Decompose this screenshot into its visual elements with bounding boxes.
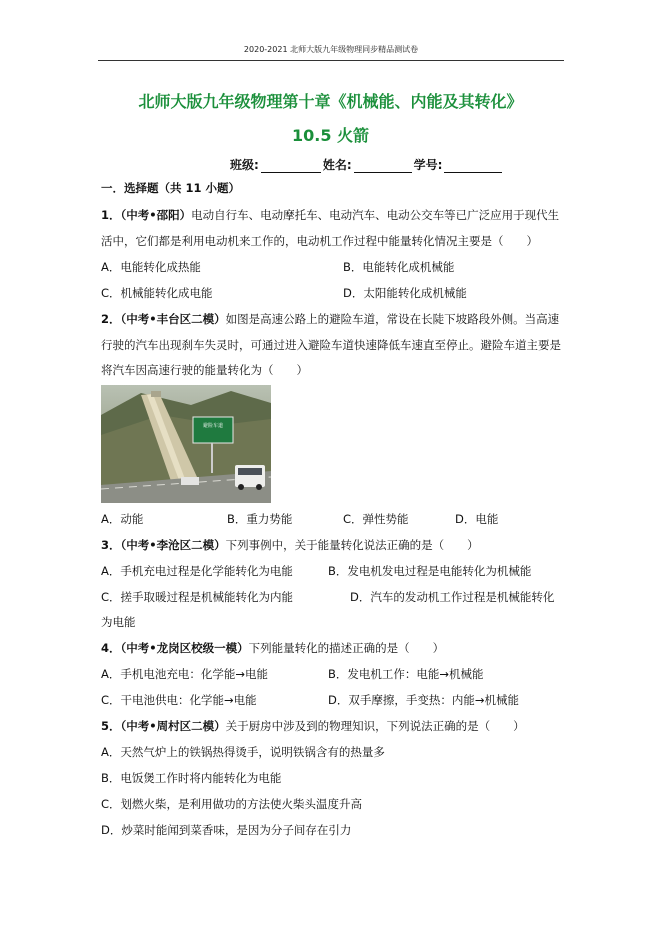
question-5-line-1 (101, 719, 525, 733)
class-blank[interactable] (261, 160, 321, 173)
header-divider (98, 60, 564, 61)
question-source: （中考•李沧区二模） (120, 538, 226, 552)
question-3-option-a[interactable]: A．手机充电过程是化学能转化为电能 (101, 564, 293, 578)
question-number: 3． (101, 538, 121, 552)
question-2-option-b[interactable]: B．重力势能 (227, 512, 293, 526)
question-text: 关于厨房中涉及到的物理知识，下列说法正确的是（ ） (225, 719, 525, 733)
question-1-line-1 (101, 208, 559, 222)
sign-label: 避险车道 (202, 423, 224, 429)
question-2-option-c[interactable]: C．弹性势能 (343, 512, 409, 526)
name-blank[interactable] (354, 160, 412, 173)
question-2-line-3: 将汽车因高速行驶的能量转化为（ ） (101, 363, 308, 377)
question-1-option-b[interactable]: B．电能转化成机械能 (343, 260, 455, 274)
question-text: 如图是高速公路上的避险车道，常设在长陡下坡路段外侧。当高速 (225, 312, 560, 326)
question-2-line-1 (101, 312, 559, 326)
question-4-line-1 (101, 641, 444, 655)
question-5-option-a[interactable]: A．天然气炉上的铁锅热得烫手，说明铁锅含有的热量多 (101, 745, 385, 759)
question-4-option-a[interactable]: A．手机电池充电：化学能→电能 (101, 667, 269, 681)
question-text: 下列能量转化的描述正确的是（ ） (248, 641, 445, 655)
question-3-option-d-continued: 为电能 (101, 615, 136, 629)
question-source: （中考•邵阳） (120, 208, 192, 222)
question-1-line-2: 活中，它们都是利用电动机来工作的，电动机工作过程中能量转化情况主要是（ ） (101, 234, 538, 248)
class-label: 班级: (230, 158, 259, 172)
question-2-line-2: 行驶的汽车出现刹车失灵时，可通过进入避险车道快速降低车速直至停止。避险车道主要是 (101, 338, 561, 352)
question-source: （中考•丰台区二模） (120, 312, 226, 326)
question-1-option-c[interactable]: C．机械能转化成电能 (101, 286, 213, 300)
question-1-option-d[interactable]: D．太阳能转化成机械能 (343, 286, 467, 300)
question-5-option-b[interactable]: B．电饭煲工作时将内能转化为电能 (101, 771, 282, 785)
question-number: 2． (101, 312, 121, 326)
id-blank[interactable] (444, 160, 502, 173)
question-2-option-a[interactable]: A．动能 (101, 512, 144, 526)
question-source: （中考•龙岗区校级一模） (120, 641, 249, 655)
question-4-option-b[interactable]: B．发电机工作：电能→机械能 (328, 667, 484, 681)
question-number: 4． (101, 641, 121, 655)
question-3-option-d[interactable]: D．汽车的发动机工作过程是机械能转化 (350, 590, 555, 604)
page-subtitle: 10.5 火箭 (291, 126, 370, 145)
question-source: （中考•周村区二模） (120, 719, 226, 733)
student-info (230, 156, 504, 173)
question-text: 电动自行车、电动摩托车、电动汽车、电动公交车等已广泛应用于现代生 (191, 208, 560, 222)
page-header: 2020-2021 北师大版九年级物理同步精品测试卷 (243, 45, 419, 54)
escape-ramp-photo (101, 385, 271, 503)
question-number: 1． (101, 208, 121, 222)
page-title: 北师大版九年级物理第十章《机械能、内能及其转化》 (138, 92, 523, 111)
question-text: 下列事例中，关于能量转化说法正确的是（ ） (225, 538, 479, 552)
question-5-option-c[interactable]: C．划燃火柴，是利用做功的方法使火柴头温度升高 (101, 797, 363, 811)
question-4-option-d[interactable]: D．双手摩擦，手变热：内能→机械能 (328, 693, 519, 707)
section-title: 一．选择题（共 11 小题） (101, 181, 241, 195)
question-3-line-1 (101, 538, 479, 552)
question-3-option-b[interactable]: B．发电机发电过程是电能转化为机械能 (328, 564, 532, 578)
question-2-option-d[interactable]: D．电能 (455, 512, 499, 526)
question-5-option-d[interactable]: D．炒菜时能闻到菜香味，是因为分子间存在引力 (101, 823, 352, 837)
question-1-option-a[interactable]: A．电能转化成热能 (101, 260, 201, 274)
question-4-option-c[interactable]: C．干电池供电：化学能→电能 (101, 693, 257, 707)
name-label: 姓名: (322, 158, 352, 172)
question-number: 5． (101, 719, 121, 733)
id-label: 学号: (413, 158, 443, 172)
question-3-option-c[interactable]: C．搓手取暖过程是机械能转化为内能 (101, 590, 294, 604)
